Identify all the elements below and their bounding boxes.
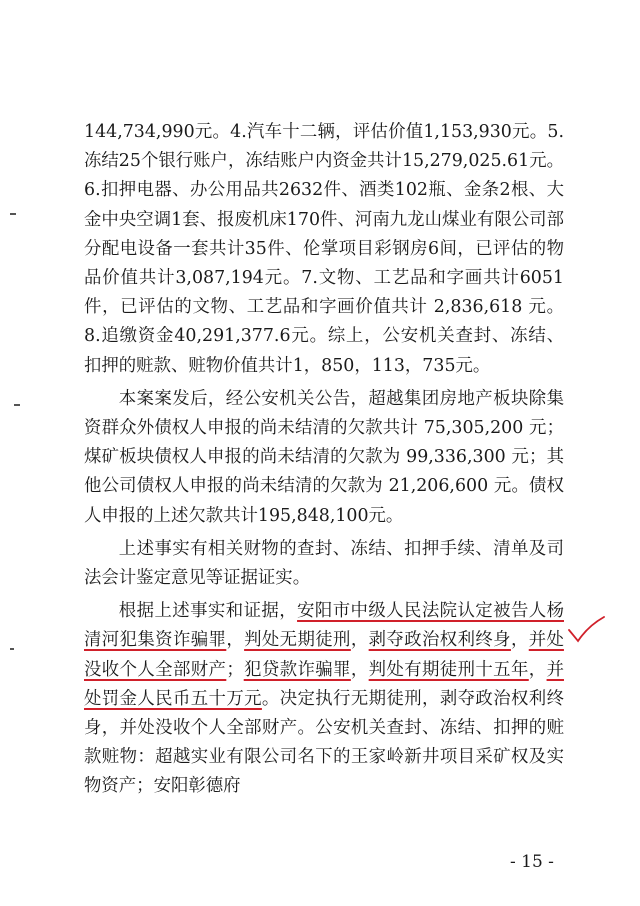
- underlined-confiscation: 并处没收个人全部财产: [84, 630, 564, 680]
- paragraph-assets: 144,734,990元。4.汽车十二辆，评估价值1,153,930元。5.冻结25个银行账户，冻结账户内资金共计15,279,025.61元。6.扣押电器、办公用品共2632件、酒类102瓶、金条2根、大金中央空调1套、报废机床170件、河南九龙山煤业有限公司部分配电设备一套共计35件、伦掌项目彩钢房6间，已评估的物品价值共计3,087,194元。7.文物、工艺品和字画共计6051件，已评估的文物、工艺品和字画价值共计 2,836,618 元。 8.追缴资金40,291,377.6元。综上，公安机关查封、冻结、扣押的赃款、赃物价值共计1，850，113，735元。: [84, 122, 564, 376]
- judgment-lead: 根据上述事实和证据，: [118, 601, 298, 622]
- margin-mark: [10, 213, 16, 215]
- judgment-rest: 。决定执行无期徒刑，剥夺政治权利终身，并处没收个人全部财产。公安机关查封、冻结、扣押的赃款赃物：超越实业有限公司名下的王家岭新井项目采矿权及实物资产；安阳彰德府: [84, 688, 564, 797]
- underlined-court-finding: 安阳市中级人民法院认定被告人杨清河犯集资诈骗罪: [84, 601, 564, 651]
- margin-mark: [10, 648, 14, 650]
- punctuation: ，: [350, 659, 369, 680]
- punctuation: ，: [510, 630, 529, 651]
- underlined-sentence-fifteen-years: 判处有期徒刑十五年: [368, 659, 529, 680]
- punctuation: ，: [350, 630, 369, 651]
- underlined-fine: 并处罚金人民币五十万元: [84, 659, 564, 709]
- underlined-loan-fraud: 犯贷款诈骗罪: [243, 659, 351, 680]
- underlined-sentence-life: 判处无期徒刑: [244, 630, 351, 651]
- paragraph-judgment: [84, 597, 564, 801]
- underlined-deprivation-rights: 剥夺政治权利终身: [368, 630, 511, 651]
- paragraph-creditors: 本案案发后，经公安机关公告，超越集团房地产板块除集资群众外债权人申报的尚未结清的欠款共计 75,305,200 元；煤矿板块债权人申报的尚未结清的欠款为 99,336,300 元；其他公司债权人申报的尚未结清的欠款为 21,206,600 元。债权人申报的上述欠款共计195,848,100元。: [84, 388, 564, 526]
- punctuation: ，: [226, 630, 245, 651]
- punctuation: ，: [528, 659, 547, 680]
- punctuation: ；: [226, 659, 244, 680]
- body-text: [84, 118, 564, 806]
- red-checkmark-icon: [566, 614, 606, 644]
- paragraph-evidence: 上述事实有相关财物的查封、冻结、扣押手续、清单及司法会计鉴定意见等证据证实。: [84, 538, 564, 589]
- margin-mark: [14, 404, 20, 406]
- page-number: - 15 -: [510, 852, 554, 872]
